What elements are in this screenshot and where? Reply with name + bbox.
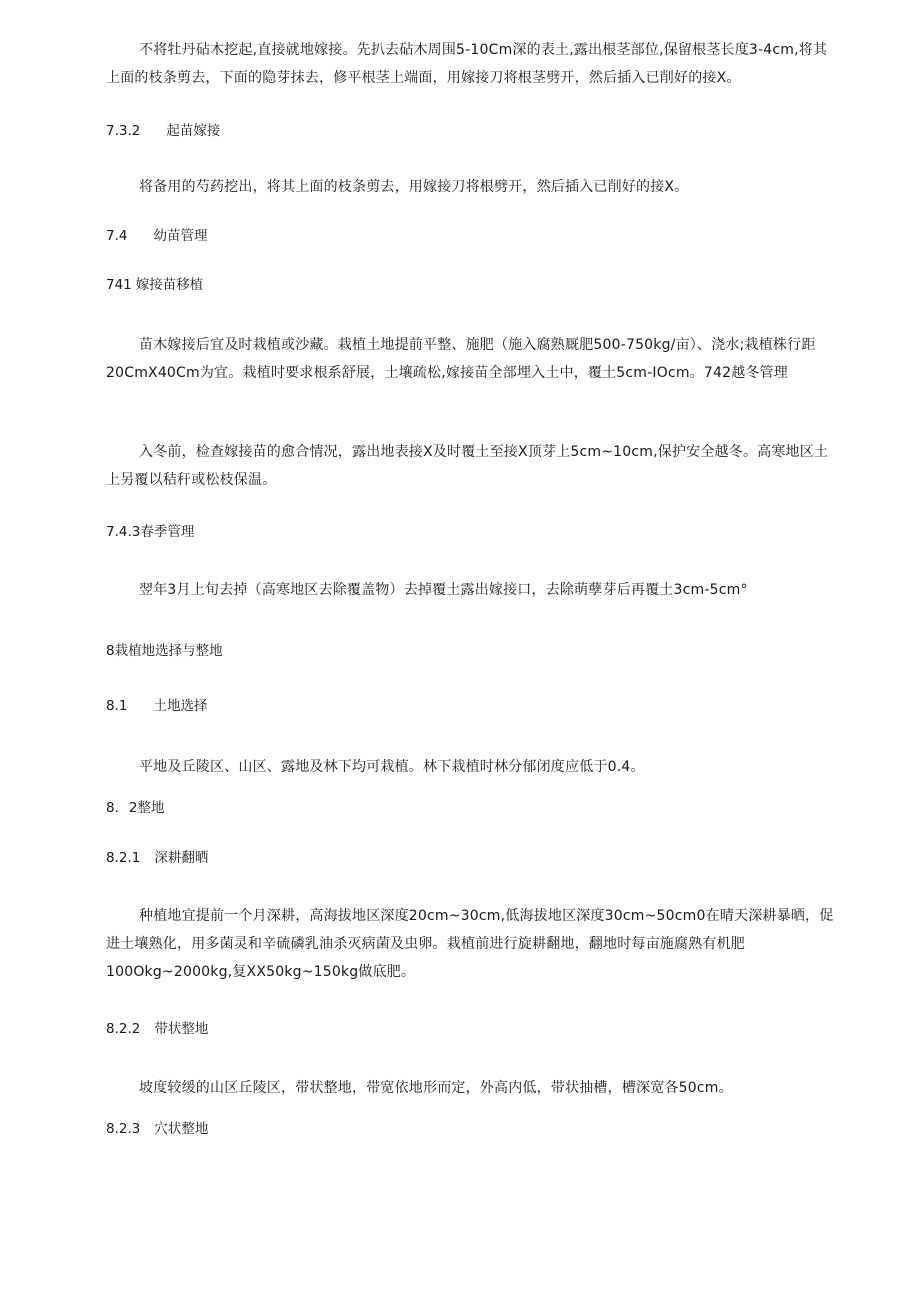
heading-title: 栽植地选择与整地 <box>114 643 223 659</box>
heading-title: 嫁接苗移植 <box>135 277 204 293</box>
heading-number: 7.3.2 <box>106 123 141 139</box>
heading-8 <box>106 637 836 665</box>
heading-7-3-2 <box>106 117 836 145</box>
heading-title: 土地选择 <box>153 698 208 714</box>
paragraph-transplanting: 苗木嫁接后宜及时栽植或沙藏。栽植土地提前平整、施肥（施入腐熟厩肥500-750kg/亩）、浇水;栽植株行距20CmX40Cm为宜。栽植时要求根系舒展，土壤疏松,嫁接苗全部埋入土中，覆土5cm-IOcm。742越冬管理 <box>106 337 816 381</box>
paragraph-deep-plowing: 种植地宜提前一个月深耕，高海拔地区深度20cm~30cm,低海拔地区深度30cm~50cm0在晴天深耕暴晒，促进土壤熟化，用多菌灵和辛硫磷乳油杀灭病菌及虫卵。栽植前进行旋耕翻地，翻地时每亩施腐熟有机肥100Okg~2000kg,复XX50kg~150kg做底肥。 <box>106 908 834 980</box>
heading-8-1 <box>106 692 836 720</box>
heading-title: 穴状整地 <box>154 1121 209 1137</box>
heading-title: 幼苗管理 <box>153 228 208 244</box>
heading-number: 8. <box>106 800 119 816</box>
heading-8-2-2 <box>106 1015 836 1043</box>
heading-title: 春季管理 <box>140 524 195 540</box>
paragraph-strip-preparation: 坡度较缓的山区丘陵区，带状整地，带宽依地形而定，外高内低，带状抽槽，槽深宽各50cm。 <box>139 1080 733 1096</box>
heading-8-2-1 <box>106 844 836 872</box>
heading-number: 8.1 <box>106 698 128 714</box>
heading-number: 8.2.3 <box>106 1121 141 1137</box>
heading-number: 8.2.1 <box>106 850 141 866</box>
heading-number: 8 <box>106 643 115 659</box>
heading-title: 起苗嫁接 <box>166 123 221 139</box>
paragraph-rootstock-grafting: 不将牡丹砧木挖起,直接就地嫁接。先扒去砧木周围5-10Cm深的表土,露出根茎部位,保留根茎长度3-4cm,将其上面的枝条剪去，下面的隐芽抹去，修平根茎上端面，用嫁接刀将根茎劈开，然后插入已削好的接X。 <box>106 42 828 86</box>
paragraph-seedling-grafting: 将备用的芍药挖出，将其上面的枝条剪去，用嫁接刀将根劈开，然后插入已削好的接X。 <box>139 179 689 195</box>
heading-7-4 <box>106 222 836 250</box>
heading-7-4-1 <box>106 271 836 299</box>
paragraph-overwintering: 入冬前，检查嫁接苗的愈合情况，露出地表接X及时覆土至接X顶芽上5cm~10cm,保护安全越冬。高寒地区土上另覆以秸秆或松枝保温。 <box>106 444 829 488</box>
heading-8-2-3 <box>106 1115 836 1143</box>
heading-number: 7.4.3 <box>106 524 141 540</box>
heading-title: 带状整地 <box>154 1021 209 1037</box>
heading-number: 7.4 <box>106 228 128 244</box>
heading-number: 8.2.2 <box>106 1021 141 1037</box>
paragraph-spring-management: 翌年3月上旬去掉（高寒地区去除覆盖物）去掉覆土露出嫁接口，去除萌孽芽后再覆土3cm-5cm° <box>139 582 748 598</box>
heading-title: 2整地 <box>128 800 165 816</box>
heading-8-2 <box>106 794 836 822</box>
heading-7-4-3 <box>106 518 836 546</box>
heading-title: 深耕翻晒 <box>154 850 209 866</box>
paragraph-land-selection: 平地及丘陵区、山区、露地及林下均可栽植。林下栽植时林分郁闭度应低于0.4。 <box>139 759 645 775</box>
heading-number: 741 <box>106 277 132 293</box>
